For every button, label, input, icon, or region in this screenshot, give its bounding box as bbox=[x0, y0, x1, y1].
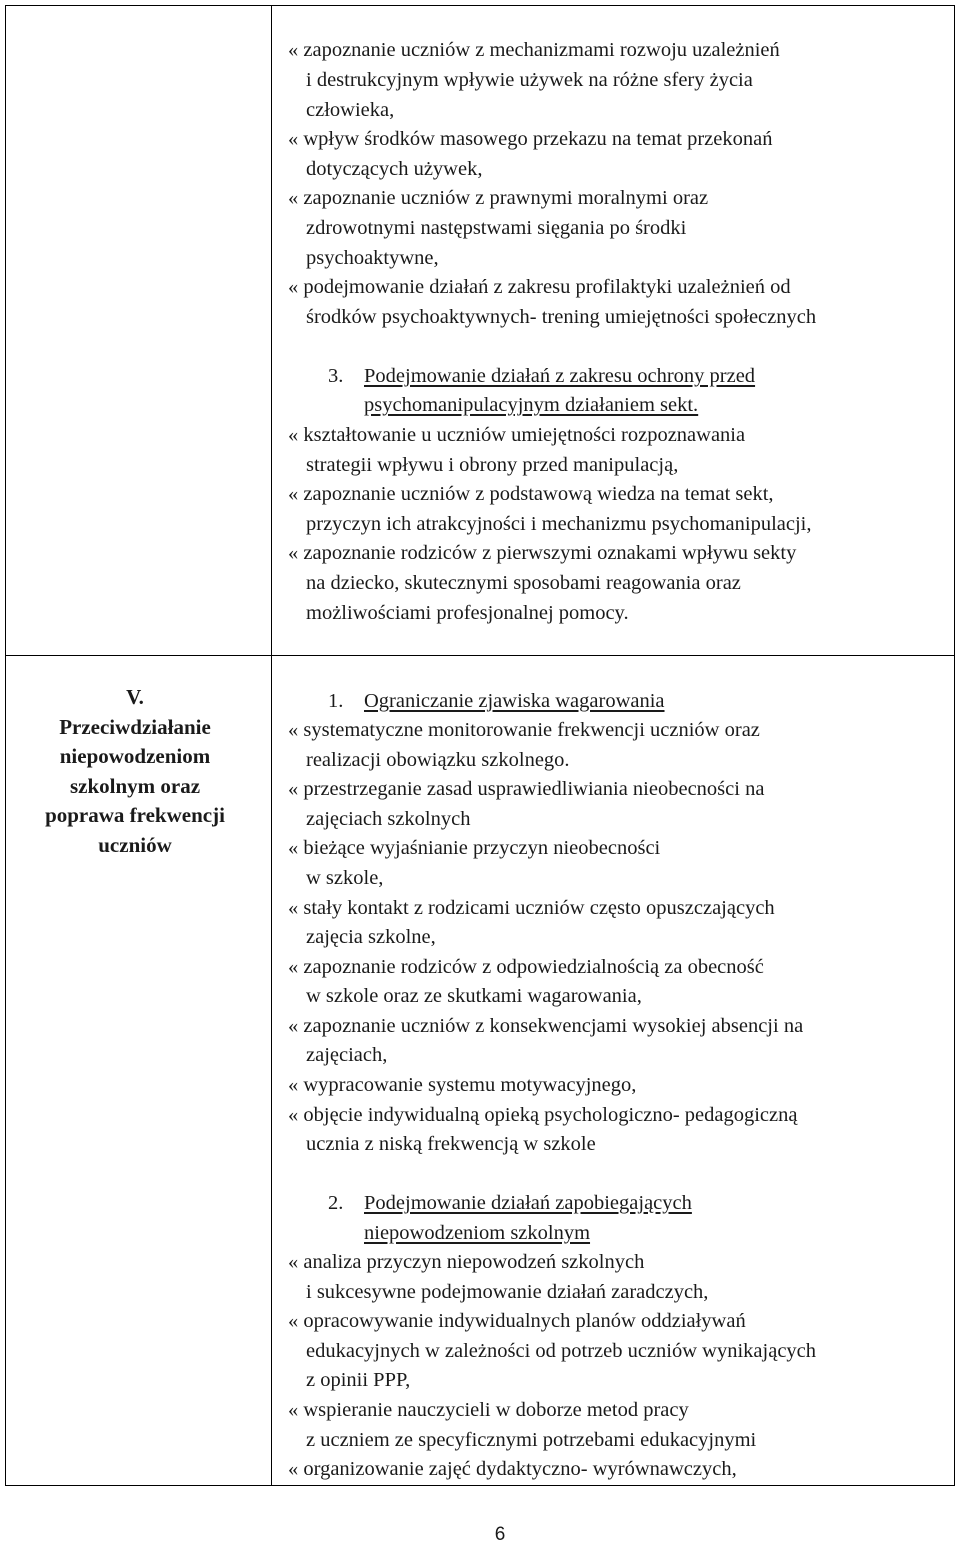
list-item: i sukcesywne podejmowanie działań zaradczych, bbox=[306, 1281, 709, 1303]
section-title-line: szkolnym oraz bbox=[69, 773, 201, 798]
table-bottom-border bbox=[5, 1485, 955, 1486]
list-item: « wspieranie nauczycieli w doborze metod pracy bbox=[288, 1399, 689, 1421]
list-item: w szkole oraz ze skutkami wagarowania, bbox=[306, 985, 642, 1007]
table-left-border bbox=[5, 5, 6, 1486]
item-3-heading: Podejmowanie działań z zakresu ochrony przed bbox=[364, 365, 756, 387]
list-item: « zapoznanie uczniów z prawnymi moralnymi oraz bbox=[288, 187, 709, 209]
list-item: « bieżące wyjaśnianie przyczyn nieobecności bbox=[288, 837, 661, 859]
list-item: możliwościami profesjonalnej pomocy. bbox=[306, 602, 629, 624]
list-item: strategii wpływu i obrony przed manipulacją, bbox=[306, 454, 679, 476]
list-item: « stały kontakt z rodzicami uczniów często opuszczających bbox=[288, 897, 775, 919]
list-item: « opracowywanie indywidualnych planów oddziaływań bbox=[288, 1310, 746, 1332]
list-item: środków psychoaktywnych- trening umiejętności społecznych bbox=[306, 306, 817, 328]
item-2-heading: Podejmowanie działań zapobiegających bbox=[364, 1192, 692, 1214]
list-item: « przestrzeganie zasad usprawiedliwiania nieobecności na bbox=[288, 778, 765, 800]
list-item: « zapoznanie uczniów z konsekwencjami wysokiej absencji na bbox=[288, 1015, 804, 1037]
list-item: « zapoznanie rodziców z pierwszymi oznakami wpływu sekty bbox=[288, 542, 797, 564]
list-item: zajęcia szkolne, bbox=[306, 926, 436, 948]
section-number: V. bbox=[126, 685, 144, 709]
list-item: « zapoznanie uczniów z podstawową wiedza na temat sekt, bbox=[288, 483, 774, 505]
list-item: w szkole, bbox=[306, 867, 384, 889]
list-item: ucznia z niską frekwencją w szkole bbox=[306, 1133, 596, 1155]
list-item: edukacyjnych w zależności od potrzeb uczniów wynikających bbox=[306, 1340, 817, 1362]
list-item: « kształtowanie u uczniów umiejętności rozpoznawania bbox=[288, 424, 746, 446]
list-item: realizacji obowiązku szkolnego. bbox=[306, 749, 570, 771]
item-2-heading: niepowodzeniom szkolnym bbox=[364, 1222, 591, 1244]
list-item: zajęciach szkolnych bbox=[306, 808, 471, 830]
list-item: « systematyczne monitorowanie frekwencji uczniów oraz bbox=[288, 719, 760, 741]
item-1-heading: Ograniczanie zjawiska wagarowania bbox=[364, 690, 665, 712]
item-3-number: 3. bbox=[328, 365, 344, 387]
item-1-number: 1. bbox=[328, 690, 344, 712]
list-item: « podejmowanie działań z zakresu profilaktyki uzależnień od bbox=[288, 276, 791, 298]
item-2-number: 2. bbox=[328, 1192, 344, 1214]
list-item: « wpływ środków masowego przekazu na temat przekonań bbox=[288, 128, 773, 150]
table-top-border bbox=[5, 5, 955, 6]
page-number: 6 bbox=[494, 1524, 506, 1545]
list-item: « analiza przyczyn niepowodzeń szkolnych bbox=[288, 1251, 645, 1273]
section-title-line: Przeciwdziałanie bbox=[59, 714, 211, 739]
list-item: przyczyn ich atrakcyjności i mechanizmu psychomanipulacji, bbox=[306, 513, 812, 535]
section-title-line: niepowodzeniom bbox=[59, 744, 211, 768]
section-title-line: poprawa frekwencji bbox=[45, 803, 225, 827]
item-3-heading: psychomanipulacyjnym działaniem sekt. bbox=[364, 394, 699, 416]
list-item: psychoaktywne, bbox=[306, 247, 439, 269]
list-item: z uczniem ze specyficznymi potrzebami edukacyjnymi bbox=[306, 1429, 757, 1451]
section-title-line: uczniów bbox=[98, 832, 172, 857]
list-item: « organizowanie zajęć dydaktyczno- wyrównawczych, bbox=[288, 1458, 737, 1480]
column-divider bbox=[271, 5, 272, 1486]
section-v-title bbox=[20, 683, 250, 860]
row-divider bbox=[5, 655, 955, 656]
list-item: zajęciach, bbox=[306, 1044, 388, 1066]
table-right-border bbox=[954, 5, 955, 1486]
list-item: zdrowotnymi następstwami sięgania po środki bbox=[306, 217, 687, 239]
list-item: « wypracowanie systemu motywacyjnego, bbox=[288, 1074, 637, 1096]
list-item: dotyczących używek, bbox=[306, 158, 483, 180]
list-item: « zapoznanie rodziców z odpowiedzialnością za obecność bbox=[288, 956, 764, 978]
list-item: człowieka, bbox=[306, 99, 395, 121]
list-item: z opinii PPP, bbox=[306, 1369, 411, 1391]
list-item: na dziecko, skutecznymi sposobami reagowania oraz bbox=[306, 572, 741, 594]
list-item: i destrukcyjnym wpływie używek na różne sfery życia bbox=[306, 69, 753, 91]
list-item: « zapoznanie uczniów z mechanizmami rozwoju uzależnień bbox=[288, 39, 780, 61]
list-item: « objęcie indywidualną opieką psychologiczno- pedagogiczną bbox=[288, 1104, 798, 1126]
